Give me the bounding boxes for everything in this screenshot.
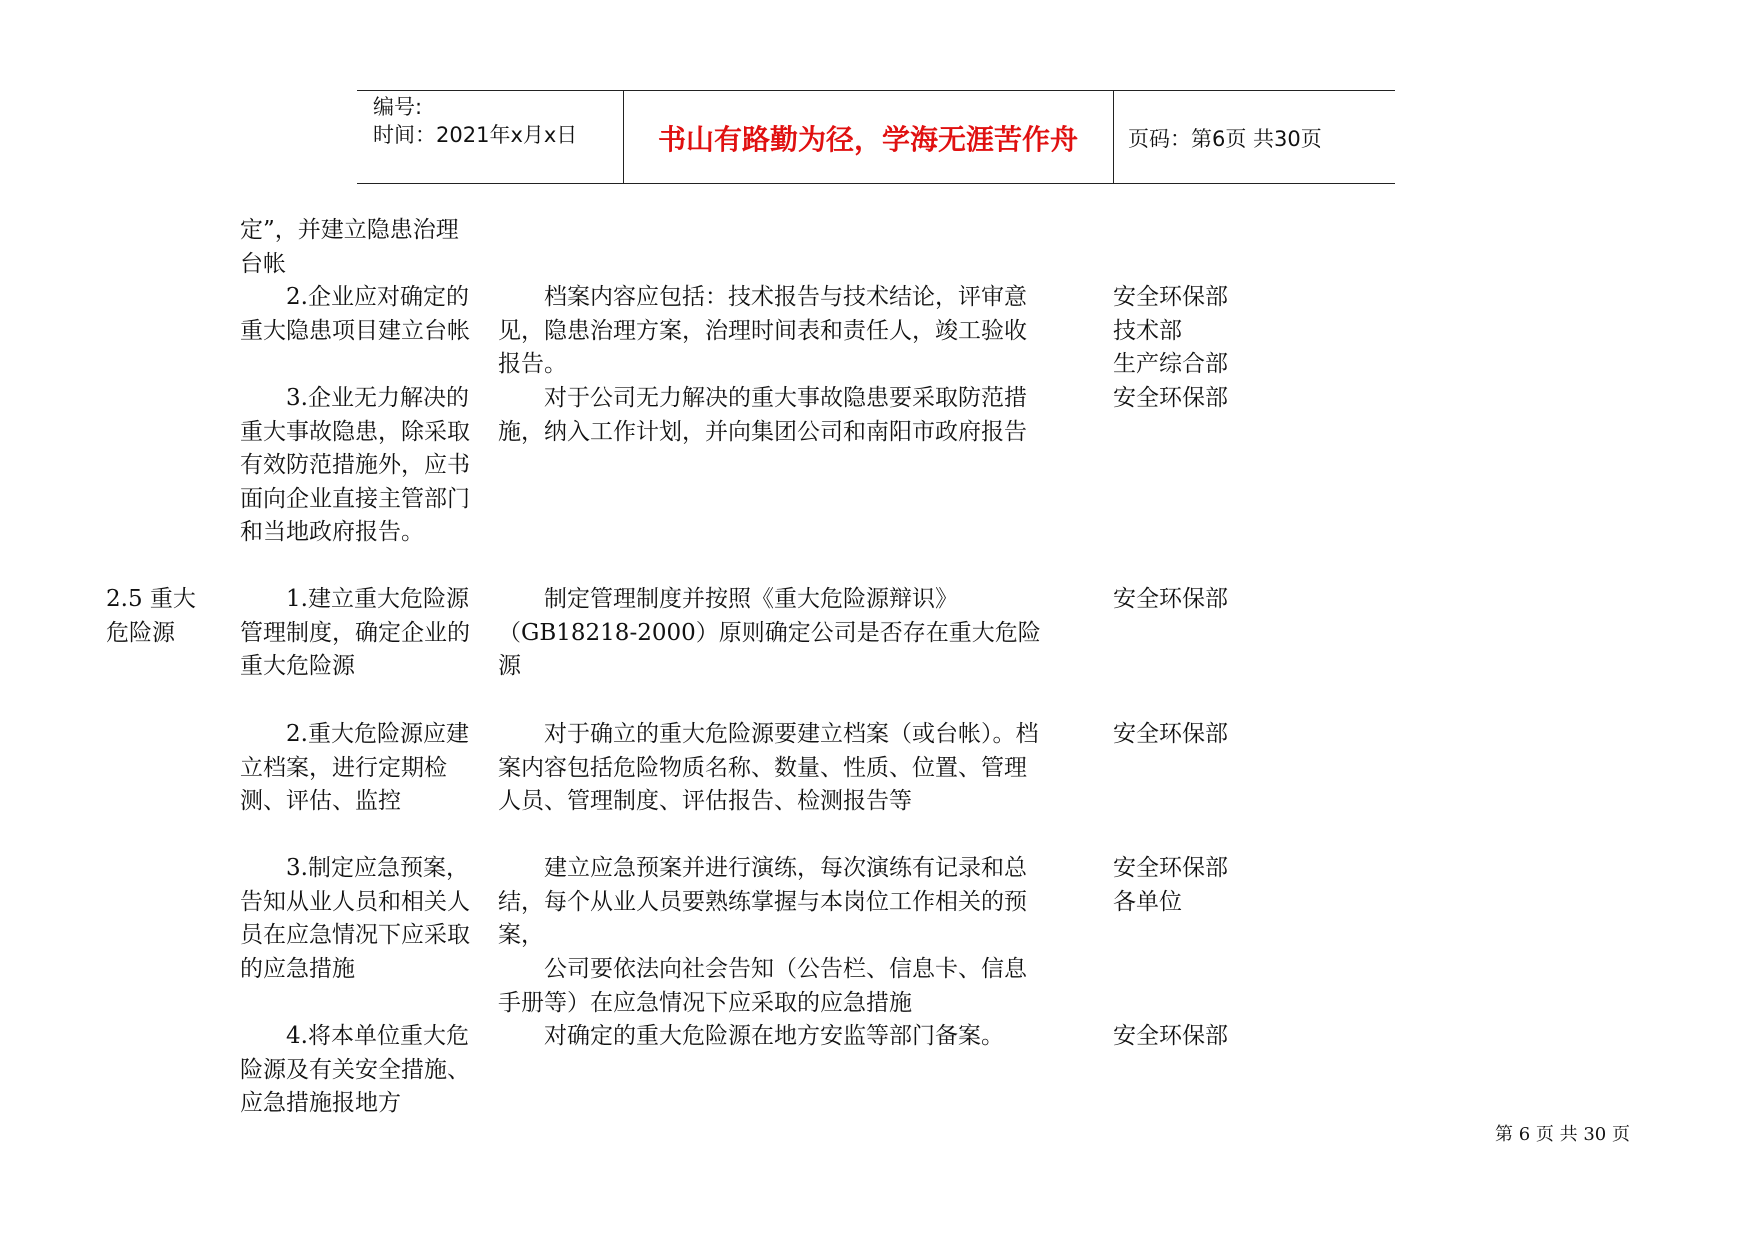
row-4-department: 安全环保部 bbox=[1113, 721, 1228, 747]
row-5-department: 安全环保部 各单位 bbox=[1113, 855, 1228, 915]
row-1-department: 安全环保部 技术部 生产综合部 bbox=[1113, 284, 1228, 378]
header-motto: 书山有路勤为径，学海无涯苦作舟 bbox=[657, 123, 1078, 156]
row-4-requirement: 2.重大危险源应建立档案，进行定期检测、评估、监控 bbox=[240, 721, 469, 815]
row-5-requirement: 3.制定应急预案，告知从业人员和相关人员在应急情况下应采取的应急措施 bbox=[240, 855, 470, 982]
row-1-requirement: 2.企业应对确定的重大隐患项目建立台帐 bbox=[240, 284, 470, 344]
footer-page-number: 第 6 页 共 30 页 bbox=[1495, 1124, 1630, 1145]
row-2-method: 对于公司无力解决的重大事故隐患要采取防范措施，纳入工作计划，并向集团公司和南阳市政府报告 bbox=[498, 385, 1027, 445]
row-0-requirement: 定”，并建立隐患治理台帐 bbox=[240, 217, 459, 277]
row-2-department: 安全环保部 bbox=[1113, 385, 1228, 411]
row-5-method-extra: 公司要依法向社会告知（公告栏、信息卡、信息手册等）在应急情况下应采取的应急措施 bbox=[498, 956, 1027, 1016]
header-page-label: 页码：第6页 共30页 bbox=[1128, 127, 1322, 151]
header-number-label: 编号: bbox=[373, 95, 423, 119]
header-bottom-rule bbox=[357, 183, 1395, 184]
row-2-requirement: 3.企业无力解决的重大事故隐患，除采取有效防范措施外，应书面向企业直接主管部门和当地政府报告。 bbox=[240, 385, 470, 546]
row-6-department: 安全环保部 bbox=[1113, 1023, 1228, 1049]
row-6-method: 对确定的重大危险源在地方安监等部门备案。 bbox=[544, 1023, 1004, 1049]
header-divider-right bbox=[1113, 90, 1114, 183]
row-3-department: 安全环保部 bbox=[1113, 586, 1228, 612]
header-top-rule bbox=[357, 90, 1395, 91]
row-3-requirement: 1.建立重大危险源管理制度，确定企业的重大危险源 bbox=[240, 586, 470, 680]
row-5-method: 建立应急预案并进行演练，每次演练有记录和总结，每个从业人员要熟练掌握与本岗位工作相关的预案， bbox=[498, 855, 1027, 949]
header-time-label: 时间：2021年x月x日 bbox=[373, 123, 578, 147]
row-1-method: 档案内容应包括：技术报告与技术结论，评审意见，隐患治理方案，治理时间表和责任人，竣工验收报告。 bbox=[498, 284, 1027, 378]
row-3-method: 制定管理制度并按照《重大危险源辩识》（GB18218-2000）原则确定公司是否存在重大危险源 bbox=[498, 586, 1041, 680]
row-4-method: 对于确立的重大危险源要建立档案（或台帐）。档案内容包括危险物质名称、数量、性质、位置、管理人员、管理制度、评估报告、检测报告等 bbox=[498, 721, 1039, 815]
row-6-requirement: 4.将本单位重大危险源及有关安全措施、应急措施报地方 bbox=[240, 1023, 470, 1117]
row-3-category: 2.5 重大危险源 bbox=[106, 586, 196, 646]
